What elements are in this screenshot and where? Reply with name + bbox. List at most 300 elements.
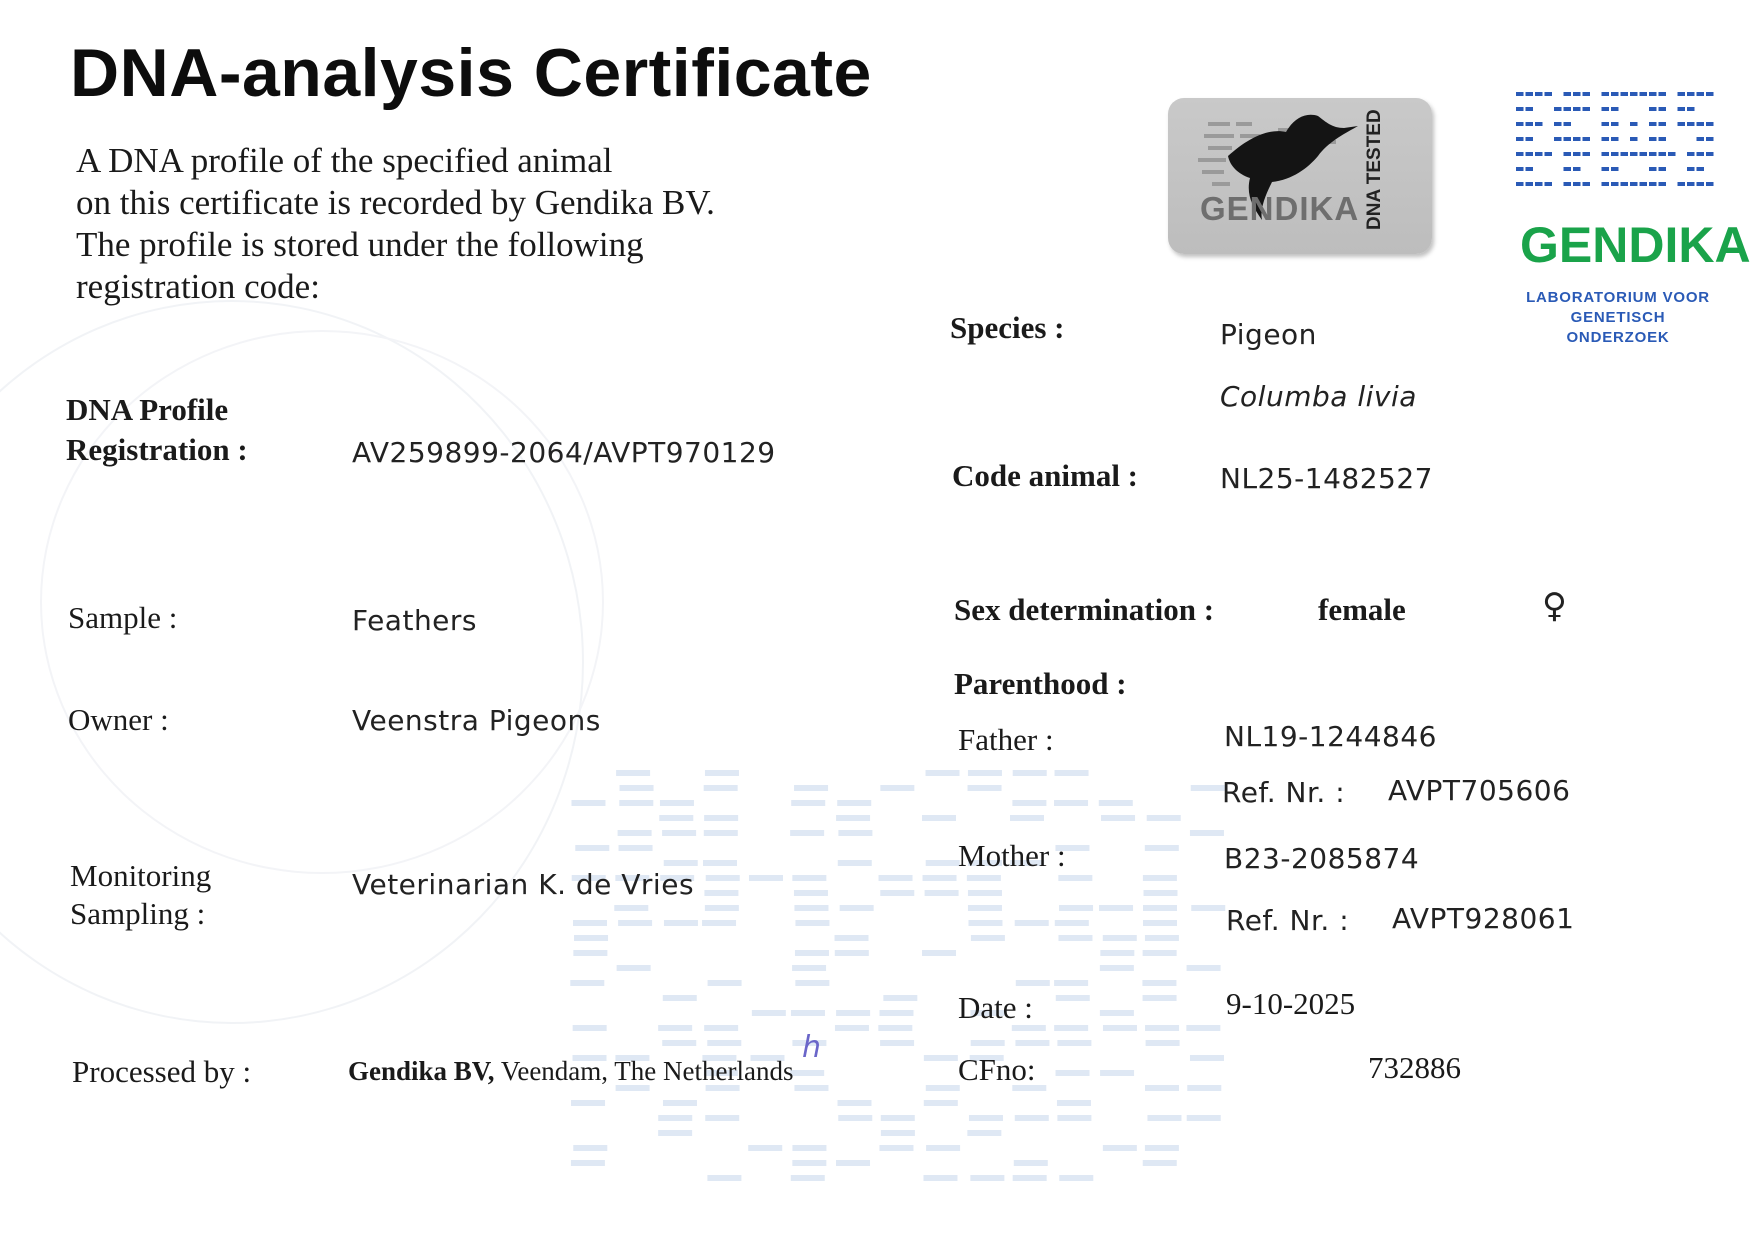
watermark-dash	[573, 1145, 607, 1151]
logo-dash	[1535, 152, 1543, 156]
watermark-dash	[1142, 980, 1176, 986]
watermark-dash	[968, 785, 1002, 791]
logo-name: GENDIKA	[1520, 217, 1751, 273]
logo-dash	[1602, 167, 1610, 171]
logo-dash	[1564, 182, 1572, 186]
watermark-dash	[925, 890, 959, 896]
logo-dash	[1649, 92, 1657, 96]
logo-dash	[1640, 92, 1648, 96]
logo-dash	[1611, 107, 1619, 111]
watermark-dash	[1056, 995, 1090, 1001]
watermark-dash	[792, 1145, 826, 1151]
watermark-dash	[1143, 920, 1177, 926]
logo-dash	[1706, 152, 1714, 156]
logo-dash	[1659, 137, 1667, 141]
watermark-dash	[664, 860, 698, 866]
watermark-dash	[658, 1115, 692, 1121]
logo-dash	[1659, 92, 1667, 96]
watermark-dash	[571, 800, 605, 806]
watermark-dash	[1099, 905, 1133, 911]
watermark-dash	[660, 800, 694, 806]
logo-dash	[1706, 92, 1714, 96]
logo-dash	[1611, 152, 1619, 156]
bird-silhouette-icon	[1168, 98, 1432, 254]
watermark-dash	[748, 1145, 782, 1151]
watermark-dash	[836, 815, 870, 821]
watermark-dash	[663, 995, 697, 1001]
watermark-dash	[971, 1040, 1005, 1046]
watermark-dash	[617, 965, 651, 971]
logo-dash	[1697, 92, 1705, 96]
watermark-dash	[880, 1040, 914, 1046]
watermark-dash	[702, 920, 736, 926]
logo-dash	[1564, 122, 1572, 126]
dna-tested-badge	[1168, 98, 1432, 254]
watermark-dash	[1057, 1100, 1091, 1106]
watermark-dash	[967, 1130, 1001, 1136]
watermark-dash	[968, 890, 1002, 896]
logo-dash	[1516, 152, 1524, 156]
mother-ref-value: AVPT928061	[1392, 902, 1575, 935]
logo-dash	[1516, 137, 1524, 141]
watermark-dash	[880, 785, 914, 791]
code-animal-label: Code animal :	[952, 458, 1138, 493]
watermark-dash	[658, 1130, 692, 1136]
logo-dash	[1573, 92, 1581, 96]
logo-dash	[1630, 137, 1638, 141]
logo-dash	[1526, 122, 1534, 126]
watermark-dash	[792, 875, 826, 881]
logo-dash	[1687, 122, 1695, 126]
logo-dash	[1554, 137, 1562, 141]
logo-dash	[1687, 152, 1695, 156]
watermark-dash	[658, 1025, 692, 1031]
watermark-dash	[662, 1040, 696, 1046]
logo-dash	[1602, 152, 1610, 156]
watermark-dash	[1143, 1160, 1177, 1166]
logo-dash	[1573, 182, 1581, 186]
watermark-dash	[792, 965, 826, 971]
logo-dash	[1573, 167, 1581, 171]
watermark-dash	[1146, 1040, 1180, 1046]
watermark-dash	[705, 905, 739, 911]
father-value: NL19-1244846	[1224, 720, 1437, 753]
sex-determination-label: Sex determination :	[954, 592, 1215, 627]
parenthood-label: Parenthood :	[954, 666, 1127, 701]
logo-dash	[1649, 107, 1657, 111]
logo-dash	[1564, 107, 1572, 111]
watermark-dash	[707, 1175, 741, 1181]
watermark-dash	[1059, 1175, 1093, 1181]
logo-dash	[1516, 92, 1524, 96]
logo-dash	[1573, 107, 1581, 111]
code-animal-value: NL25-1482527	[1220, 462, 1433, 495]
watermark-dash	[791, 800, 825, 806]
watermark-dash	[1143, 875, 1177, 881]
watermark-dash	[705, 1115, 739, 1121]
watermark-dash	[924, 1100, 958, 1106]
logo-dash	[1611, 137, 1619, 141]
watermark-dash	[620, 785, 654, 791]
watermark-dash	[791, 1010, 825, 1016]
watermark-dash	[659, 815, 693, 821]
watermark-dash	[1100, 950, 1134, 956]
logo-dash	[1611, 182, 1619, 186]
watermark-dash	[1103, 1025, 1137, 1031]
watermark-dash	[1057, 1115, 1091, 1121]
logo-dash	[1678, 92, 1686, 96]
logo-dash	[1516, 182, 1524, 186]
watermark-dash	[1145, 1145, 1179, 1151]
logo-dash	[1697, 182, 1705, 186]
watermark-dash	[1058, 935, 1092, 941]
logo-dash	[1611, 92, 1619, 96]
processed-company: Gendika BV,	[348, 1056, 495, 1086]
watermark-dash	[1143, 950, 1177, 956]
watermark-dash	[836, 1010, 870, 1016]
logo-dash	[1630, 152, 1638, 156]
watermark-dash	[970, 1175, 1004, 1181]
intro-line: A DNA profile of the specified animal	[76, 141, 613, 180]
watermark-dash	[838, 860, 872, 866]
logo-dash	[1687, 182, 1695, 186]
watermark-dash	[571, 1160, 605, 1166]
watermark-dash	[1145, 1085, 1179, 1091]
logo-dash	[1516, 107, 1524, 111]
logo-dash	[1706, 137, 1714, 141]
logo-dash	[1602, 137, 1610, 141]
logo-dash	[1564, 137, 1572, 141]
mother-ref-label: Ref. Nr. :	[1226, 904, 1350, 937]
sample-value: Feathers	[352, 604, 478, 637]
watermark-dash	[923, 1175, 957, 1181]
logo-dash	[1583, 182, 1591, 186]
watermark-dash	[926, 1085, 960, 1091]
cfno-value: 732886	[1368, 1050, 1461, 1085]
watermark-dash	[1010, 815, 1044, 821]
watermark-dash	[837, 800, 871, 806]
logo-dash	[1649, 182, 1657, 186]
watermark-dash	[879, 875, 913, 881]
watermark-dash	[1056, 1070, 1090, 1076]
badge-brand-text: GENDIKA	[1200, 190, 1360, 227]
logo-dash	[1630, 92, 1638, 96]
watermark-dash	[619, 800, 653, 806]
logo-dash	[1554, 107, 1562, 111]
intro-text	[76, 140, 796, 308]
logo-dash	[1526, 182, 1534, 186]
watermark-dash	[1015, 920, 1049, 926]
processed-value	[348, 1056, 793, 1087]
watermark-dash	[1103, 935, 1137, 941]
watermark-dash	[752, 1010, 786, 1016]
watermark-dash	[1147, 1115, 1181, 1121]
logo-dash	[1545, 92, 1553, 96]
logo-dash	[1526, 167, 1534, 171]
intro-line: registration code:	[76, 267, 320, 306]
female-symbol-icon: ♀	[1542, 586, 1567, 626]
watermark-dash	[1015, 1040, 1049, 1046]
watermark-dash	[790, 830, 824, 836]
watermark-dash	[618, 830, 652, 836]
watermark-dash	[619, 845, 653, 851]
watermark-dash	[838, 1100, 872, 1106]
logo-dash	[1516, 167, 1524, 171]
logo-dash	[1649, 152, 1657, 156]
father-ref-value: AVPT705606	[1388, 774, 1571, 807]
watermark-dash	[1144, 890, 1178, 896]
watermark-dash	[704, 890, 738, 896]
watermark-dash	[573, 950, 607, 956]
species-label: Species :	[950, 310, 1065, 345]
certificate-title: DNA-analysis Certificate	[70, 35, 872, 111]
logo-subtitle	[1518, 288, 1718, 348]
watermark-dash	[883, 995, 917, 1001]
watermark-dash	[1100, 965, 1134, 971]
date-value: 9-10-2025	[1226, 986, 1356, 1021]
watermark-dash	[703, 860, 737, 866]
processed-location: Veendam, The Netherlands	[500, 1056, 794, 1086]
watermark-dash	[574, 935, 608, 941]
watermark-dash	[1054, 1025, 1088, 1031]
logo-dash	[1687, 92, 1695, 96]
intro-line: on this certificate is recorded by Gendika BV.	[76, 183, 715, 222]
watermark-dash	[1013, 1175, 1047, 1181]
processed-label: Processed by :	[72, 1054, 252, 1089]
watermark-dash	[1012, 800, 1046, 806]
watermark-dash	[1058, 875, 1092, 881]
logo-dash	[1611, 167, 1619, 171]
watermark-dash	[575, 845, 609, 851]
sampling-label: Sampling :	[70, 896, 206, 931]
watermark-dash	[792, 1160, 826, 1166]
watermark-dash	[794, 890, 828, 896]
logo-dash	[1697, 122, 1705, 126]
watermark-dash	[1059, 905, 1093, 911]
watermark-dash	[794, 905, 828, 911]
mother-value: B23-2085874	[1224, 842, 1420, 875]
father-label: Father :	[958, 722, 1054, 757]
logo-dash	[1659, 122, 1667, 126]
logo-dash	[1611, 122, 1619, 126]
watermark-dash	[879, 1145, 913, 1151]
watermark-dash	[968, 920, 1002, 926]
watermark-dash	[926, 1145, 960, 1151]
watermark-dash	[1100, 1010, 1134, 1016]
watermark-dash	[1143, 905, 1177, 911]
watermark-dash	[1143, 995, 1177, 1001]
watermark-dash	[1055, 920, 1089, 926]
watermark-dash	[1187, 1115, 1221, 1121]
watermark-dash	[614, 905, 648, 911]
pen-mark: h	[802, 1030, 822, 1065]
watermark-dash	[790, 1070, 824, 1076]
watermark-dash	[838, 1115, 872, 1121]
watermark-dash	[706, 875, 740, 881]
cfno-label: CFno:	[958, 1052, 1036, 1087]
logo-dash	[1630, 182, 1638, 186]
logo-dash	[1687, 107, 1695, 111]
watermark-dash	[1099, 800, 1133, 806]
logo-dash	[1573, 152, 1581, 156]
profile-label: DNA Profile	[66, 392, 229, 427]
logo-dash	[1659, 167, 1667, 171]
watermark-dash	[1014, 1160, 1048, 1166]
watermark-dash	[1191, 785, 1225, 791]
watermark-dash	[1054, 980, 1088, 986]
watermark-dash	[1101, 815, 1135, 821]
watermark-dash	[795, 950, 829, 956]
logo-dash	[1621, 152, 1629, 156]
logo-dash	[1602, 107, 1610, 111]
logo-dash	[1583, 137, 1591, 141]
logo-dash	[1564, 152, 1572, 156]
watermark-dash	[704, 815, 738, 821]
watermark-dash	[835, 1025, 869, 1031]
watermark-dash	[881, 1130, 915, 1136]
watermark-dash	[926, 860, 960, 866]
logo-dash	[1583, 152, 1591, 156]
watermark-dash	[664, 920, 698, 926]
watermark-dash	[573, 920, 607, 926]
logo-dash	[1621, 182, 1629, 186]
watermark-dash	[749, 875, 783, 881]
watermark-dash	[1145, 935, 1179, 941]
logo-dash	[1516, 122, 1524, 126]
watermark-dash	[1013, 770, 1047, 776]
watermark-dash	[704, 1025, 738, 1031]
watermark-dash	[835, 935, 869, 941]
monitoring-label: Monitoring	[70, 858, 212, 893]
watermark-dash	[1057, 1040, 1091, 1046]
watermark-dash	[1191, 905, 1225, 911]
watermark-dash	[922, 950, 956, 956]
date-label: Date :	[958, 990, 1033, 1025]
watermark-dash	[1145, 845, 1179, 851]
watermark-dash	[704, 785, 738, 791]
logo-dash	[1640, 182, 1648, 186]
badge-tested-text: DNA TESTED	[1364, 109, 1385, 230]
logo-dash	[1706, 182, 1714, 186]
watermark-dash	[1147, 815, 1181, 821]
watermark-dash	[836, 1160, 870, 1166]
logo-dash	[1526, 92, 1534, 96]
logo-dash	[1564, 167, 1572, 171]
owner-label: Owner :	[68, 702, 169, 737]
watermark-dash	[663, 1100, 697, 1106]
watermark-dash	[880, 890, 914, 896]
logo-dash	[1583, 107, 1591, 111]
watermark-dash	[923, 875, 957, 881]
sex-value: female	[1318, 592, 1406, 627]
watermark-dash	[1187, 1085, 1221, 1091]
watermark-dash	[1055, 770, 1089, 776]
watermark-dash	[794, 1085, 828, 1091]
intro-line: The profile is stored under the following	[76, 225, 644, 264]
watermark-dash	[924, 1055, 958, 1061]
logo-dash	[1659, 152, 1667, 156]
watermark-dash	[704, 830, 738, 836]
watermark-dash	[1015, 1115, 1049, 1121]
logo-dash	[1564, 92, 1572, 96]
watermark-dash	[708, 980, 742, 986]
watermark-dash	[967, 875, 1001, 881]
logo-dash	[1649, 137, 1657, 141]
watermark-dash	[968, 905, 1002, 911]
watermark-dash	[571, 1100, 605, 1106]
watermark-dash	[1103, 1145, 1137, 1151]
watermark-dash	[1186, 1025, 1220, 1031]
logo-dash	[1554, 122, 1562, 126]
watermark-dash	[616, 770, 650, 776]
logo-dash	[1678, 107, 1686, 111]
logo-dash	[1678, 122, 1686, 126]
logo-dash	[1526, 107, 1534, 111]
logo-dash	[1545, 182, 1553, 186]
watermark-dash	[707, 1040, 741, 1046]
logo-dash	[1659, 182, 1667, 186]
watermark-dash	[926, 770, 960, 776]
watermark-dash	[922, 815, 956, 821]
watermark-dash	[835, 950, 869, 956]
logo-dash	[1640, 152, 1648, 156]
profile-value: AV259899-2064/AVPT970129	[352, 436, 776, 469]
watermark-dash	[969, 1115, 1003, 1121]
logo-dash	[1678, 182, 1686, 186]
watermark-dash-pattern	[570, 770, 1270, 1190]
watermark-dash	[878, 1025, 912, 1031]
mother-label: Mother :	[958, 838, 1066, 873]
watermark-dash	[971, 935, 1005, 941]
watermark-dash	[1054, 800, 1088, 806]
watermark-dash	[1190, 1055, 1224, 1061]
logo-dash	[1649, 122, 1657, 126]
logo-dash	[1649, 167, 1657, 171]
watermark-dash	[879, 1010, 913, 1016]
watermark-dash	[570, 980, 604, 986]
logo-dash	[1535, 92, 1543, 96]
watermark-dash	[573, 1025, 607, 1031]
watermark-dash	[794, 785, 828, 791]
owner-value: Veenstra Pigeons	[352, 704, 601, 737]
logo-dash	[1602, 182, 1610, 186]
logo-dash	[1526, 137, 1534, 141]
logo-subtitle-line: GENETISCH ONDERZOEK	[1566, 309, 1670, 346]
logo-dash	[1545, 152, 1553, 156]
father-ref-label: Ref. Nr. :	[1222, 776, 1346, 809]
logo-subtitle-line: LABORATORIUM VOOR	[1526, 289, 1710, 306]
watermark-dash	[791, 1175, 825, 1181]
logo-dash	[1697, 137, 1705, 141]
monitoring-value: Veterinarian K. de Vries	[352, 868, 695, 901]
logo-dash	[1535, 182, 1543, 186]
watermark-dash	[881, 1115, 915, 1121]
watermark-dash	[1016, 980, 1050, 986]
sample-label: Sample :	[68, 600, 178, 635]
logo-dash	[1573, 137, 1581, 141]
species-common-value: Pigeon	[1220, 318, 1317, 351]
watermark-dash	[618, 920, 652, 926]
watermark-dash	[1187, 965, 1221, 971]
logo-dash	[1697, 152, 1705, 156]
watermark-dash	[1190, 830, 1224, 836]
logo-dash	[1706, 122, 1714, 126]
watermark-dash	[662, 830, 696, 836]
watermark-dash	[705, 770, 739, 776]
watermark-dash	[795, 920, 829, 926]
watermark-dash	[1145, 1025, 1179, 1031]
watermark-dash	[1100, 1070, 1134, 1076]
